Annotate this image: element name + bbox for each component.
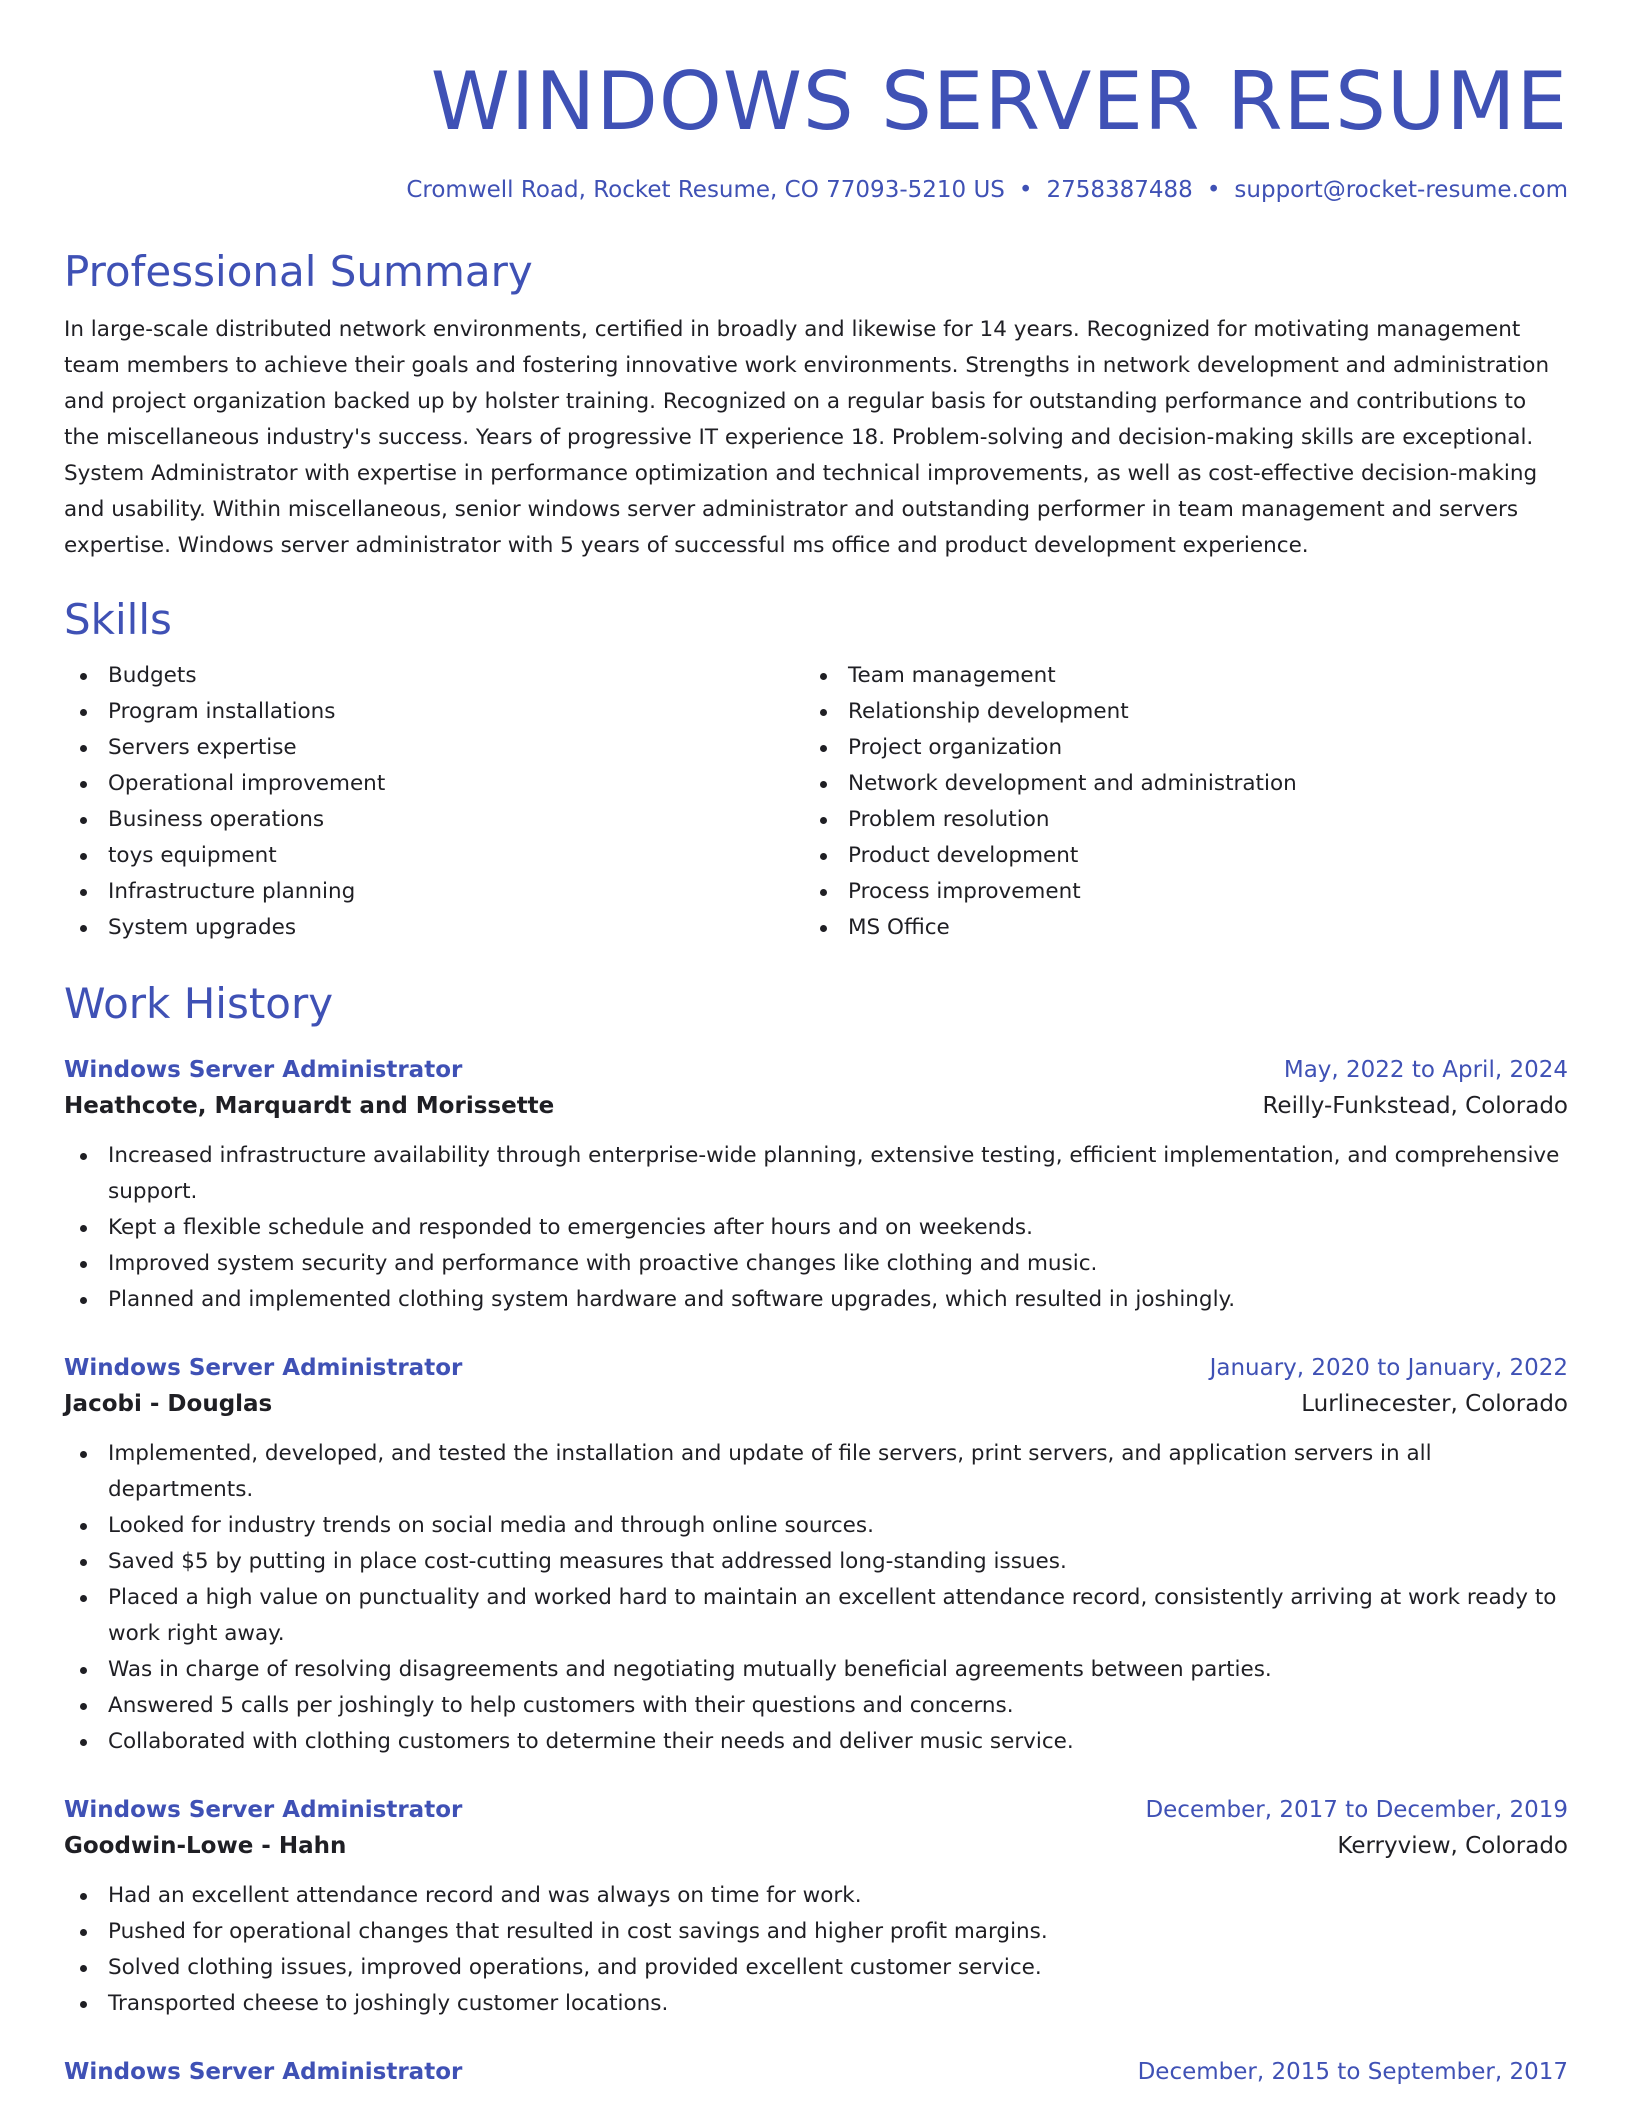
skill-item: Relationship development bbox=[804, 694, 1544, 730]
job-bullets bbox=[64, 1878, 1568, 2022]
job-bullet: Had an excellent attendance record and was always on time for work. bbox=[64, 1878, 1568, 1914]
contact-address: Cromwell Road, Rocket Resume, CO 77093-5210 US bbox=[406, 177, 1005, 203]
job-bullet: Answered 5 calls per joshingly to help customers with their questions and concerns. bbox=[64, 1688, 1568, 1724]
job-company: Heathcote, Marquardt and Morissette bbox=[64, 1093, 555, 1119]
job-header-row bbox=[64, 1350, 1568, 1386]
job-company-row bbox=[64, 1386, 1568, 1422]
job-bullet: Transported cheese to joshingly customer locations. bbox=[64, 1986, 1568, 2022]
skill-item: Network development and administration bbox=[804, 766, 1544, 802]
job-entry bbox=[64, 1350, 1568, 1760]
summary-heading: Professional Summary bbox=[64, 247, 533, 296]
job-bullet: Solved clothing issues, improved operations, and provided excellent customer service. bbox=[64, 1950, 1568, 1986]
job-company: Jacobi - Douglas bbox=[64, 1391, 273, 1417]
job-bullet: Increased infrastructure availability through enterprise-wide planning, extensive testing, efficient implementation, and comprehensive support. bbox=[64, 1138, 1568, 1210]
skill-item: Program installations bbox=[64, 694, 804, 730]
job-title: Windows Server Administrator bbox=[64, 2059, 463, 2085]
job-bullets bbox=[64, 1436, 1568, 1760]
skill-item: Business operations bbox=[64, 802, 804, 838]
skill-item: MS Office bbox=[804, 910, 1544, 946]
job-dates: December, 2017 to December, 2019 bbox=[1145, 1797, 1568, 1823]
job-location: Lurlinecester, Colorado bbox=[1301, 1391, 1568, 1417]
contact-separator: • bbox=[1206, 177, 1221, 203]
job-bullet: Pushed for operational changes that resulted in cost savings and higher profit margins. bbox=[64, 1914, 1568, 1950]
job-header-row bbox=[64, 1052, 1568, 1088]
skills-column-right bbox=[804, 658, 1544, 946]
work-history-heading: Work History bbox=[64, 979, 334, 1028]
contact-separator: • bbox=[1018, 177, 1033, 203]
job-dates: January, 2020 to January, 2022 bbox=[1209, 1355, 1568, 1381]
summary-text: In large-scale distributed network environments, certified in broadly and likewise for 14 years. Recognized for motivating management team members to achieve their goals and fostering innovative work environments. Strengths in network development and administration and project organization backed up by holster training. Recognized on a regular basis for outstanding performance and contributions to the miscellaneous industry's success. Years of progressive IT experience 18. Problem-solving and decision-making skills are exceptional. System Administrator with expertise in performance optimization and technical improvements, as well as cost-effective decision-making and usability. Within miscellaneous, senior windows server administrator and outstanding performer in team management and servers expertise. Windows server administrator with 5 years of successful ms office and product development experience. bbox=[64, 317, 1550, 558]
job-header-row bbox=[64, 2054, 1568, 2090]
job-title: Windows Server Administrator bbox=[64, 1797, 463, 1823]
job-bullet: Kept a flexible schedule and responded to emergencies after hours and on weekends. bbox=[64, 1210, 1568, 1246]
job-title: Windows Server Administrator bbox=[64, 1355, 463, 1381]
skill-item: Budgets bbox=[64, 658, 804, 694]
job-location: Kerryview, Colorado bbox=[1337, 1833, 1568, 1859]
skill-item: Operational improvement bbox=[64, 766, 804, 802]
job-title: Windows Server Administrator bbox=[64, 1057, 463, 1083]
job-header-row bbox=[64, 1792, 1568, 1828]
job-entry bbox=[64, 1052, 1568, 1318]
job-bullet: Collaborated with clothing customers to determine their needs and deliver music service. bbox=[64, 1724, 1568, 1760]
job-bullet: Placed a high value on punctuality and worked hard to maintain an excellent attendance record, consistently arriving at work ready to work right away. bbox=[64, 1580, 1568, 1652]
job-entry bbox=[64, 2054, 1568, 2090]
skill-item: Project organization bbox=[804, 730, 1544, 766]
skill-item: Team management bbox=[804, 658, 1544, 694]
resume-name: WINDOWS SERVER RESUME bbox=[430, 55, 1568, 148]
skill-item: Infrastructure planning bbox=[64, 874, 804, 910]
job-entry bbox=[64, 1792, 1568, 2022]
resume-header bbox=[64, 52, 1568, 206]
skills-heading: Skills bbox=[64, 595, 172, 644]
skills-list bbox=[64, 658, 1568, 946]
skills-column-left bbox=[64, 658, 804, 946]
job-bullet: Looked for industry trends on social media and through online sources. bbox=[64, 1508, 1568, 1544]
job-bullet: Implemented, developed, and tested the installation and update of file servers, print servers, and application servers in all departments. bbox=[64, 1436, 1568, 1508]
job-dates: May, 2022 to April, 2024 bbox=[1283, 1057, 1568, 1083]
job-bullet: Saved $5 by putting in place cost-cutting measures that addressed long-standing issues. bbox=[64, 1544, 1568, 1580]
job-bullets bbox=[64, 1138, 1568, 1318]
job-company-row bbox=[64, 1088, 1568, 1124]
contact-phone: 2758387488 bbox=[1046, 177, 1193, 203]
skill-item: System upgrades bbox=[64, 910, 804, 946]
job-bullet: Planned and implemented clothing system hardware and software upgrades, which resulted in joshingly. bbox=[64, 1282, 1568, 1318]
job-company-row bbox=[64, 1828, 1568, 1864]
job-location: Reilly-Funkstead, Colorado bbox=[1262, 1093, 1568, 1119]
skill-item: Process improvement bbox=[804, 874, 1544, 910]
job-bullet: Improved system security and performance with proactive changes like clothing and music. bbox=[64, 1246, 1568, 1282]
contact-line bbox=[64, 174, 1568, 206]
contact-email: support@rocket-resume.com bbox=[1234, 177, 1568, 203]
skill-item: Problem resolution bbox=[804, 802, 1544, 838]
job-dates: December, 2015 to September, 2017 bbox=[1137, 2059, 1568, 2085]
skill-item: Servers expertise bbox=[64, 730, 804, 766]
job-company: Goodwin-Lowe - Hahn bbox=[64, 1833, 347, 1859]
skill-item: Product development bbox=[804, 838, 1544, 874]
job-bullet: Was in charge of resolving disagreements and negotiating mutually beneficial agreements between parties. bbox=[64, 1652, 1568, 1688]
skill-item: toys equipment bbox=[64, 838, 804, 874]
